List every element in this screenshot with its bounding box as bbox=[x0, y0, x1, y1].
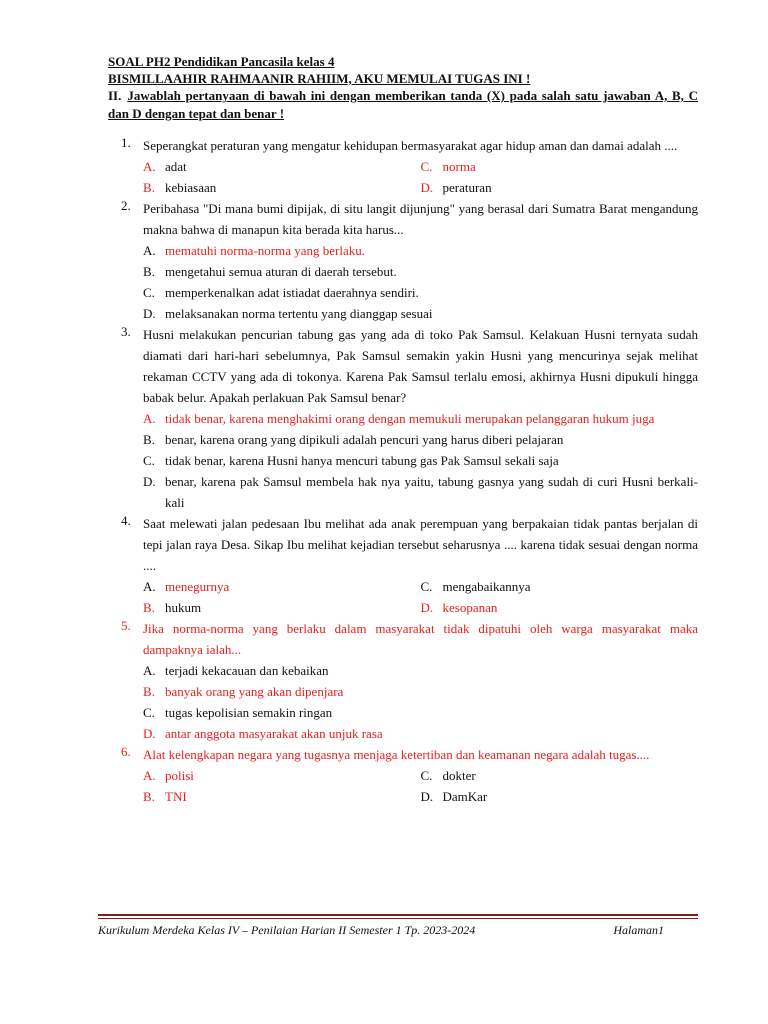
option-text: kesopanan bbox=[442, 600, 498, 615]
option-letter: D. bbox=[143, 306, 156, 321]
question-text: Husni melakukan pencurian tabung gas yang ada di toko Pak Samsul. Kelakuan Husni ternyata sudah diamati dari hari-hari sebelumnya, Pak Samsul semakin yakin Husni yang mencurinya sejak melihat rekaman CCTV yang ada di tokonya. Karena Pak Samsul terlalu emosi, akhirnya Husni dipukuli hingga babak belur. Apakah perlakuan Pak Samsul benar? bbox=[143, 327, 698, 405]
answer-option[interactable] bbox=[143, 660, 698, 681]
answer-options bbox=[143, 408, 698, 513]
instruction bbox=[108, 87, 698, 123]
answer-option[interactable] bbox=[143, 786, 421, 807]
question-number: 2. bbox=[121, 198, 131, 213]
option-letter: A. bbox=[143, 579, 156, 594]
option-letter: D. bbox=[420, 180, 434, 195]
option-letter: B. bbox=[143, 684, 155, 699]
option-letter: C. bbox=[420, 579, 433, 594]
answer-option[interactable] bbox=[421, 576, 699, 597]
answer-options bbox=[143, 660, 698, 744]
option-text: melaksanakan norma tertentu yang dianggap sesuai bbox=[165, 306, 433, 321]
option-text: norma bbox=[442, 159, 476, 174]
option-letter: B. bbox=[143, 180, 155, 195]
question-number: 6. bbox=[121, 744, 131, 759]
answer-option[interactable] bbox=[143, 240, 698, 261]
option-text: terjadi kekacauan dan kebaikan bbox=[165, 663, 329, 678]
option-text: tidak benar, karena menghakimi orang dengan memukuli merupakan pelanggaran hukum juga bbox=[165, 411, 655, 426]
answer-options bbox=[143, 156, 698, 198]
question-item bbox=[118, 198, 698, 324]
question-text: Jika norma-norma yang berlaku dalam masyarakat tidak dipatuhi oleh warga masyarakat maka dampaknya ialah... bbox=[143, 621, 698, 657]
option-letter: A. bbox=[143, 243, 156, 258]
option-text: banyak orang yang akan dipenjara bbox=[165, 684, 344, 699]
answer-option[interactable] bbox=[143, 303, 698, 324]
question-item bbox=[118, 135, 698, 198]
header-basmalah: BISMILLAAHIR RAHMAANIR RAHIIM, AKU MEMULAI TUGAS INI ! bbox=[108, 71, 531, 86]
option-text: benar, karena orang yang dipikuli adalah pencuri yang harus diberi pelajaran bbox=[165, 432, 564, 447]
answer-option[interactable] bbox=[143, 597, 421, 618]
header-title: SOAL PH2 Pendidikan Pancasila kelas 4 bbox=[108, 54, 335, 69]
option-letter: C. bbox=[420, 768, 433, 783]
answer-option[interactable] bbox=[143, 702, 698, 723]
footer-rule-thin bbox=[98, 918, 698, 919]
footer-page-number: Halaman1 bbox=[613, 923, 664, 937]
answer-option[interactable] bbox=[421, 786, 699, 807]
option-text: mematuhi norma-norma yang berlaku. bbox=[165, 243, 365, 258]
option-letter: B. bbox=[143, 600, 155, 615]
option-text: mengabaikannya bbox=[442, 579, 531, 594]
option-text: antar anggota masyarakat akan unjuk rasa bbox=[165, 726, 383, 741]
question-number: 5. bbox=[121, 618, 131, 633]
question-number: 1. bbox=[121, 135, 131, 150]
option-letter: D. bbox=[420, 600, 434, 615]
answer-options bbox=[143, 576, 698, 618]
answer-option[interactable] bbox=[143, 408, 698, 429]
answer-option[interactable] bbox=[421, 597, 699, 618]
option-letter: B. bbox=[143, 432, 155, 447]
option-text: tidak benar, karena Husni hanya mencuri tabung gas Pak Samsul sekali saja bbox=[165, 453, 559, 468]
option-letter: D. bbox=[420, 789, 434, 804]
option-letter: C. bbox=[143, 705, 155, 720]
footer-rule-thick bbox=[98, 914, 698, 916]
question-item bbox=[118, 324, 698, 513]
option-letter: D. bbox=[143, 474, 156, 489]
option-letter: A. bbox=[143, 768, 156, 783]
option-letter: C. bbox=[420, 159, 433, 174]
answer-options bbox=[143, 765, 698, 807]
question-text: Peribahasa "Di mana bumi dipijak, di situ langit dijunjung" yang berasal dari Sumatra Barat mengandung makna bahwa di manapun kita berada kita harus... bbox=[143, 201, 698, 237]
option-letter: A. bbox=[143, 411, 156, 426]
option-text: DamKar bbox=[442, 789, 488, 804]
option-text: hukum bbox=[165, 600, 202, 615]
question-item bbox=[118, 513, 698, 618]
page-footer bbox=[98, 914, 698, 938]
question-text: Seperangkat peraturan yang mengatur kehidupan bermasyarakat agar hidup aman dan damai adalah .... bbox=[143, 138, 678, 153]
answer-option[interactable] bbox=[143, 681, 698, 702]
option-text: peraturan bbox=[442, 180, 492, 195]
option-text: memperkenalkan adat istiadat daerahnya sendiri. bbox=[165, 285, 419, 300]
option-text: kebiasaan bbox=[165, 180, 217, 195]
document-header bbox=[108, 53, 698, 123]
option-text: mengetahui semua aturan di daerah tersebut. bbox=[165, 264, 397, 279]
question-item bbox=[118, 744, 698, 807]
instruction-number: II. bbox=[108, 88, 122, 103]
option-text: tugas kepolisian semakin ringan bbox=[165, 705, 333, 720]
option-letter: C. bbox=[143, 285, 155, 300]
option-letter: B. bbox=[143, 264, 155, 279]
answer-option[interactable] bbox=[143, 723, 698, 744]
option-text: polisi bbox=[165, 768, 194, 783]
footer-curriculum: Kurikulum Merdeka Kelas IV – Penilaian Harian II Semester 1 Tp. 2023-2024 bbox=[98, 923, 476, 937]
option-text: dokter bbox=[442, 768, 476, 783]
answer-options bbox=[143, 240, 698, 324]
option-letter: A. bbox=[143, 663, 156, 678]
option-letter: C. bbox=[143, 453, 155, 468]
answer-option[interactable] bbox=[421, 156, 699, 177]
answer-option[interactable] bbox=[143, 450, 698, 471]
answer-option[interactable] bbox=[143, 765, 421, 786]
option-text: benar, karena pak Samsul membela hak nya yaitu, tabung gasnya yang sudah di curi Husni berkali-kali bbox=[165, 474, 698, 510]
option-text: TNI bbox=[165, 789, 187, 804]
answer-option[interactable] bbox=[143, 156, 421, 177]
answer-option[interactable] bbox=[143, 261, 698, 282]
option-text: menegurnya bbox=[165, 579, 230, 594]
answer-option[interactable] bbox=[143, 177, 421, 198]
question-list bbox=[118, 135, 698, 807]
answer-option[interactable] bbox=[143, 471, 698, 513]
option-letter: A. bbox=[143, 159, 156, 174]
question-number: 3. bbox=[121, 324, 131, 339]
answer-option[interactable] bbox=[143, 576, 421, 597]
question-item bbox=[118, 618, 698, 744]
answer-option[interactable] bbox=[143, 429, 698, 450]
answer-option[interactable] bbox=[143, 282, 698, 303]
question-text: Saat melewati jalan pedesaan Ibu melihat ada anak perempuan yang berpakaian tidak pantas berjalan di tepi jalan raya Desa. Sikap Ibu melihat kejadian tersebut seharusnya .... karena tidak sesuai dengan norma .... bbox=[143, 516, 698, 573]
answer-option[interactable] bbox=[421, 765, 699, 786]
question-text: Alat kelengkapan negara yang tugasnya menjaga ketertiban dan keamanan negara adalah tugas.... bbox=[143, 747, 650, 762]
instruction-text: Jawablah pertanyaan di bawah ini dengan memberikan tanda (X) pada salah satu jawaban A, B, C dan D dengan tepat dan benar ! bbox=[108, 88, 698, 121]
option-letter: D. bbox=[143, 726, 156, 741]
option-letter: B. bbox=[143, 789, 155, 804]
question-number: 4. bbox=[121, 513, 131, 528]
answer-option[interactable] bbox=[421, 177, 699, 198]
option-text: adat bbox=[165, 159, 187, 174]
